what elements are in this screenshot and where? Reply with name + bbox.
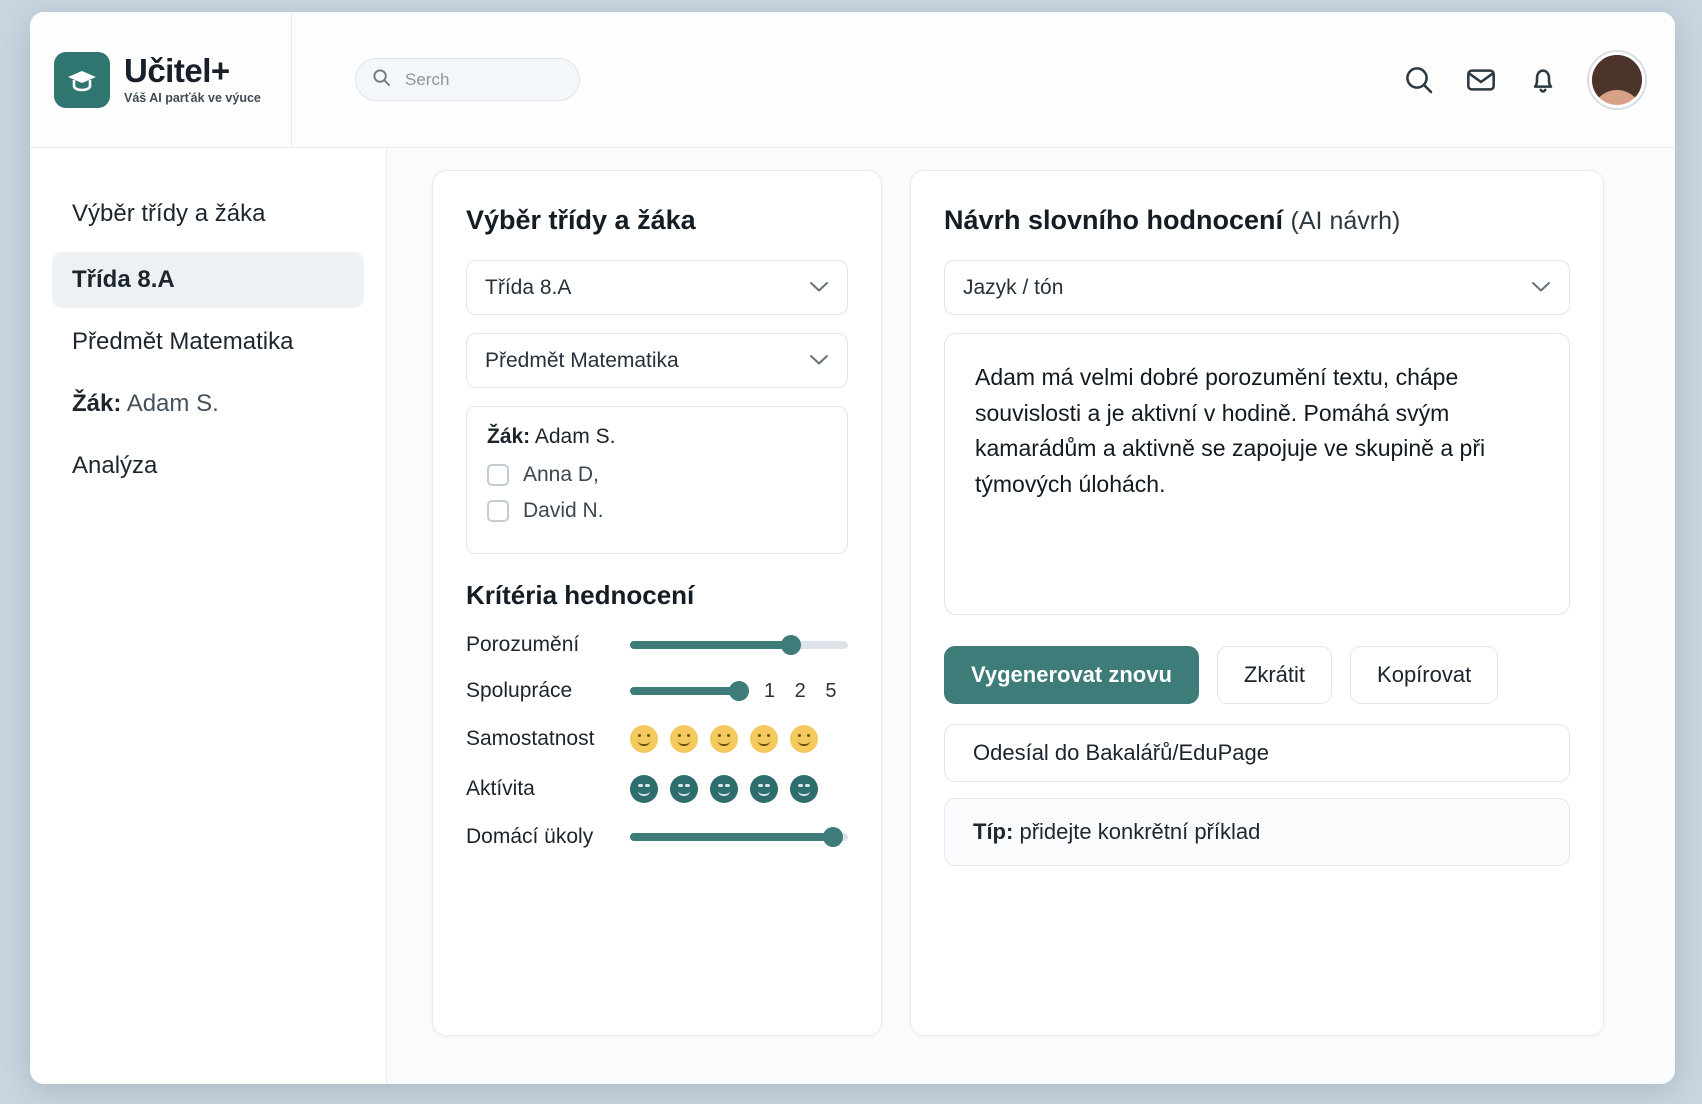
bell-icon[interactable] [1527,64,1559,96]
criterion-slider[interactable] [630,641,848,649]
checkbox-icon[interactable] [487,500,509,522]
sidebar-student-name: Adam S. [126,390,219,417]
student-name: Adam S. [534,425,616,448]
criterion-label: Domácí ükoly [466,825,594,848]
slider-knob[interactable] [729,681,749,701]
ai-evaluation-card [910,170,1604,1036]
criterion-porozumeni [466,633,848,657]
evaluation-textarea[interactable] [944,333,1570,615]
subject-select-value: Předmět Matematika [485,348,679,372]
search-icon [372,68,391,92]
ai-card-title-suffix: (AI návrh) [1290,207,1401,235]
sidebar-item-subject[interactable]: Předmět Matematika [72,328,294,355]
action-buttons [944,646,1570,704]
slider-fill [630,833,833,841]
criterion-label: Spolupráce [466,679,573,702]
criterion-samostatnost [466,725,848,753]
copy-button[interactable]: Kopírovat [1350,646,1498,704]
smiley-icon[interactable] [630,725,658,753]
class-select-value: Třída 8.A [485,275,572,299]
content-area [387,148,1675,1084]
avatar-face [1592,55,1642,105]
criterion-label: Porozumění [466,633,580,656]
app-window [30,12,1675,1084]
subject-select[interactable] [466,333,848,388]
smiley-icon[interactable] [710,725,738,753]
smiley-icon[interactable] [630,775,658,803]
shorten-button[interactable]: Zkrátit [1217,646,1332,704]
chevron-down-icon [1531,277,1551,298]
send-button[interactable]: Odesíal do Bakalářů/EduPage [944,724,1570,782]
smiley-icon[interactable] [790,725,818,753]
student-current [487,425,827,449]
chevron-down-icon [809,350,829,371]
sidebar-item-analysis[interactable]: Analýza [72,452,158,479]
search-box[interactable] [355,58,580,101]
criterion-label: Samostatnost [466,727,595,750]
tone-select-value: Jazyk / tón [963,275,1064,299]
smiley-icon[interactable] [670,775,698,803]
search-icon[interactable] [1403,64,1435,96]
slider-knob[interactable] [823,827,843,847]
selection-card [432,170,882,1036]
sidebar-item-student[interactable] [52,376,364,432]
sidebar-student-label: Žák: [72,390,122,417]
student-option-anna[interactable] [487,463,827,487]
top-bar [30,12,1675,148]
student-option-label: Anna D, [523,463,599,486]
slider-knob[interactable] [781,635,801,655]
criterion-scale: 1 2 5 [764,679,844,702]
brand-title: Učitel+ [124,51,230,89]
slider-fill [630,687,739,695]
checkbox-icon[interactable] [487,464,509,486]
criterion-slider[interactable] [630,687,748,695]
smiley-icon[interactable] [710,775,738,803]
body-area [30,148,1675,1084]
search-input[interactable] [403,69,553,91]
criteria-title: Krítéria hednocení [466,580,695,610]
criterion-slider[interactable] [630,833,848,841]
graduation-cap-icon [54,52,110,108]
criterion-domaci-ukoly [466,825,848,849]
tip-text: přidejte konkrětní příklad [1019,819,1261,844]
student-box [466,406,848,554]
criterion-aktivita [466,775,848,803]
sidebar [30,148,387,1084]
ai-card-title [944,205,1570,236]
criterion-label: Aktívita [466,777,535,800]
selection-card-title: Výběr třídy a žáka [466,205,696,235]
emoji-rating[interactable] [630,725,818,753]
criterion-spoluprace [466,679,848,703]
smiley-icon[interactable] [750,775,778,803]
smiley-icon[interactable] [670,725,698,753]
smiley-icon[interactable] [790,775,818,803]
class-select[interactable] [466,260,848,315]
top-actions [1403,52,1645,108]
tip-banner [944,798,1570,866]
student-option-david[interactable] [487,499,827,523]
brand[interactable] [30,12,292,148]
ai-card-title-main: Návrh slovního hodnocení [944,205,1284,235]
sidebar-heading: Výběr třídy a žáka [72,200,266,227]
tip-label: Típ: [973,819,1014,844]
sidebar-item-class[interactable]: Třída 8.A [52,252,364,308]
regenerate-button[interactable]: Vygenerovat znovu [944,646,1199,704]
slider-fill [630,641,791,649]
student-label: Žák: [487,425,531,448]
student-option-label: David N. [523,499,604,522]
smiley-icon[interactable] [750,725,778,753]
chevron-down-icon [809,277,829,298]
brand-tagline: Váš AI parťák ve výuce [124,91,261,106]
emoji-rating[interactable] [630,775,818,803]
avatar[interactable] [1589,52,1645,108]
tone-select[interactable] [944,260,1570,315]
mail-icon[interactable] [1465,64,1497,96]
